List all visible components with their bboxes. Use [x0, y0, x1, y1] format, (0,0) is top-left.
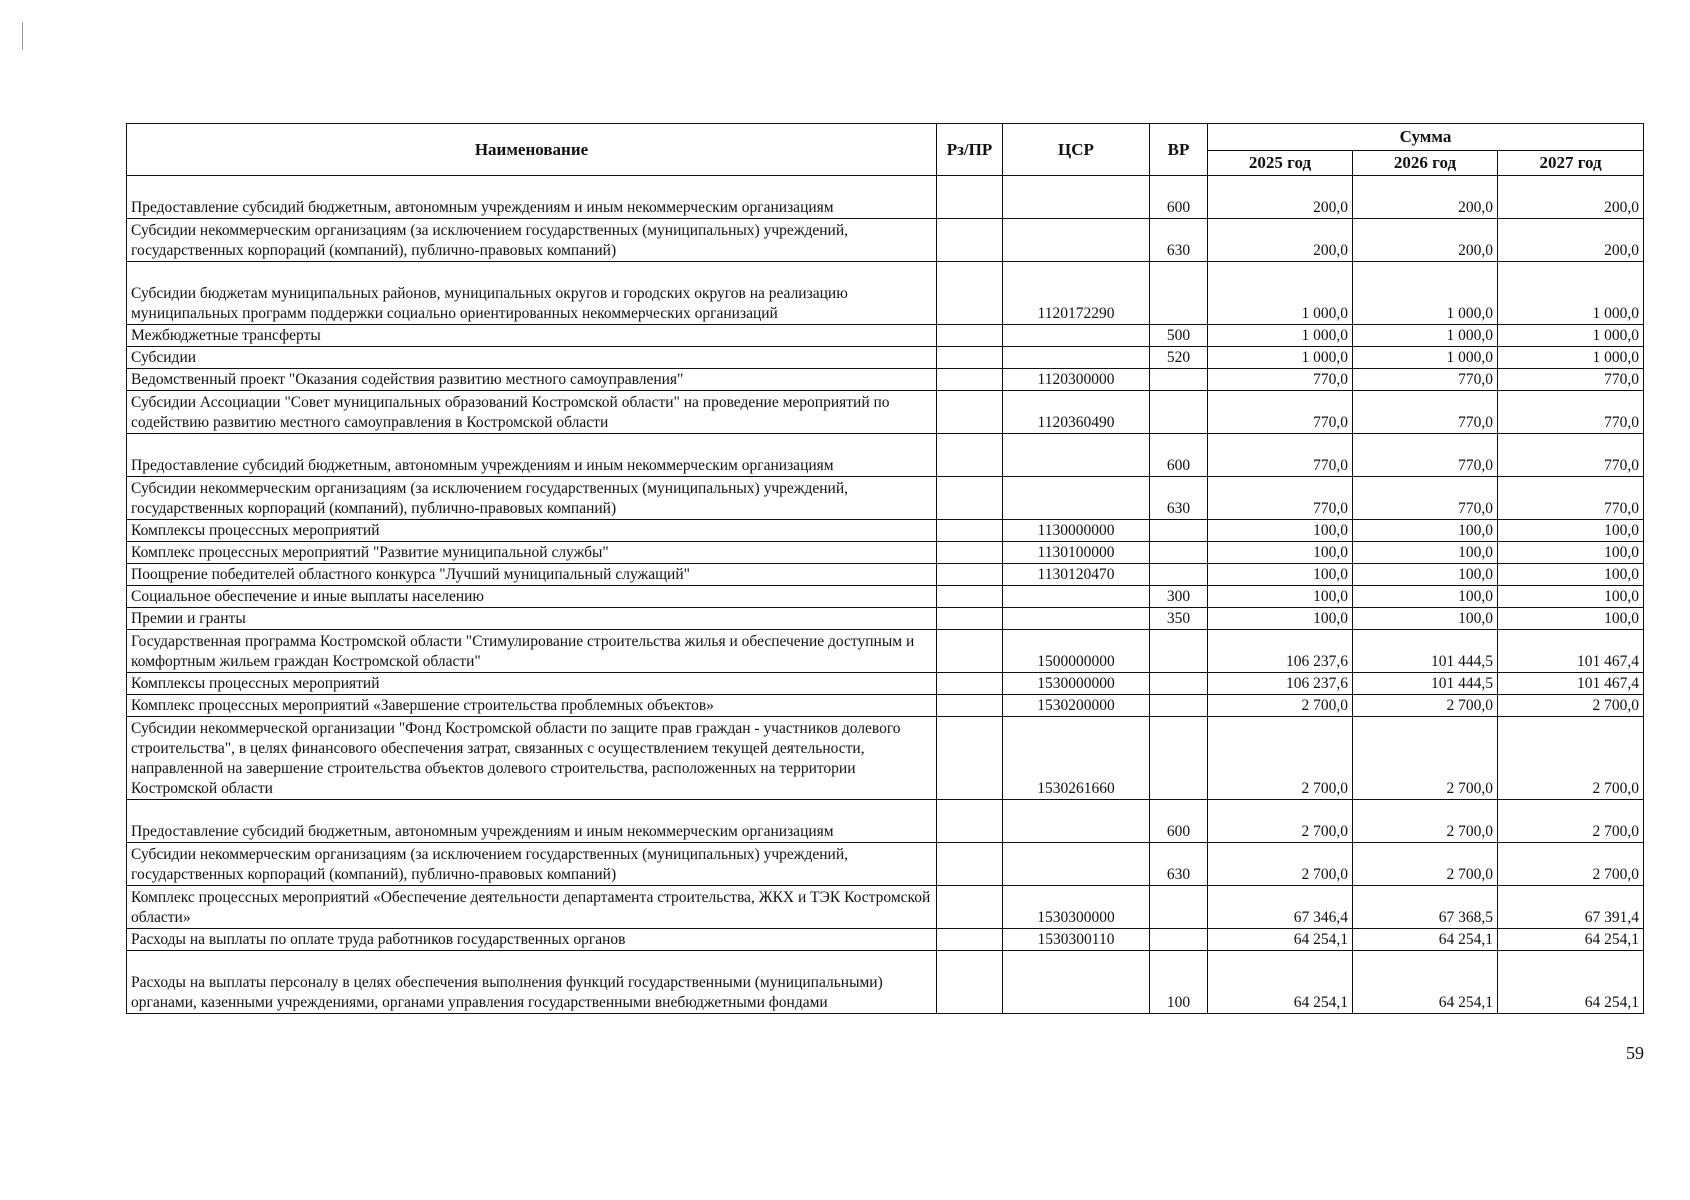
row-vr	[1150, 520, 1208, 542]
row-vr: 600	[1150, 800, 1208, 843]
row-rz-pr	[937, 717, 1003, 800]
row-csr: 1120360490	[1003, 391, 1150, 434]
row-sum-2027: 200,0	[1498, 219, 1644, 262]
row-name: Предоставление субсидий бюджетным, автономным учреждениям и иным некоммерческим организациям	[127, 800, 937, 843]
row-sum-2025: 1 000,0	[1208, 325, 1353, 347]
row-sum-2026: 1 000,0	[1353, 325, 1498, 347]
row-rz-pr	[937, 951, 1003, 1014]
row-sum-2027: 1 000,0	[1498, 262, 1644, 325]
row-vr	[1150, 391, 1208, 434]
table-row	[127, 695, 1644, 717]
row-name: Субсидии некоммерческим организациям (за исключением государственных (муниципальных) учреждений, государственных корпораций (компаний), публично-правовых компаний)	[127, 219, 937, 262]
row-rz-pr	[937, 391, 1003, 434]
page-number: 59	[1626, 1043, 1644, 1063]
row-name: Поощрение победителей областного конкурса "Лучший муниципальный служащий"	[127, 564, 937, 586]
row-name: Субсидии	[127, 347, 937, 369]
row-rz-pr	[937, 325, 1003, 347]
row-sum-2026: 100,0	[1353, 608, 1498, 630]
row-sum-2027: 100,0	[1498, 608, 1644, 630]
table-row	[127, 608, 1644, 630]
row-sum-2027: 2 700,0	[1498, 843, 1644, 886]
row-sum-2026: 64 254,1	[1353, 929, 1498, 951]
row-sum-2026: 770,0	[1353, 391, 1498, 434]
row-name: Расходы на выплаты по оплате труда работников государственных органов	[127, 929, 937, 951]
row-name: Субсидии Ассоциации "Совет муниципальных образований Костромской области" на проведение мероприятий по содействию развитию местного самоуправления в Костромской области	[127, 391, 937, 434]
row-csr	[1003, 586, 1150, 608]
table-row	[127, 176, 1644, 219]
table-row	[127, 717, 1644, 800]
row-name: Государственная программа Костромской области "Стимулирование строительства жилья и обеспечение доступным и комфортным жильем граждан Костромской области"	[127, 630, 937, 673]
row-name: Комплексы процессных мероприятий	[127, 673, 937, 695]
row-rz-pr	[937, 929, 1003, 951]
row-sum-2025: 200,0	[1208, 176, 1353, 219]
row-sum-2025: 1 000,0	[1208, 347, 1353, 369]
header-sum: Сумма	[1208, 124, 1644, 151]
row-name: Межбюджетные трансферты	[127, 325, 937, 347]
row-sum-2026: 2 700,0	[1353, 800, 1498, 843]
header-csr: ЦСР	[1003, 124, 1150, 176]
header-year-2027: 2027 год	[1498, 151, 1644, 176]
table-body	[127, 176, 1644, 1014]
table-row	[127, 929, 1644, 951]
row-vr	[1150, 369, 1208, 391]
row-csr: 1530000000	[1003, 673, 1150, 695]
row-sum-2027: 100,0	[1498, 542, 1644, 564]
row-sum-2026: 1 000,0	[1353, 262, 1498, 325]
row-sum-2025: 64 254,1	[1208, 929, 1353, 951]
row-sum-2025: 100,0	[1208, 608, 1353, 630]
row-sum-2027: 200,0	[1498, 176, 1644, 219]
row-sum-2027: 770,0	[1498, 391, 1644, 434]
row-sum-2027: 100,0	[1498, 564, 1644, 586]
table-row	[127, 434, 1644, 477]
table-row	[127, 262, 1644, 325]
row-vr	[1150, 262, 1208, 325]
row-vr	[1150, 695, 1208, 717]
header-name: Наименование	[127, 124, 937, 176]
row-rz-pr	[937, 262, 1003, 325]
row-vr	[1150, 717, 1208, 800]
row-sum-2025: 100,0	[1208, 542, 1353, 564]
row-sum-2026: 200,0	[1353, 219, 1498, 262]
row-rz-pr	[937, 586, 1003, 608]
row-sum-2027: 770,0	[1498, 434, 1644, 477]
row-sum-2025: 2 700,0	[1208, 800, 1353, 843]
row-sum-2025: 200,0	[1208, 219, 1353, 262]
row-sum-2026: 2 700,0	[1353, 717, 1498, 800]
header-vr: ВР	[1150, 124, 1208, 176]
row-csr: 1530300000	[1003, 886, 1150, 929]
table-row	[127, 391, 1644, 434]
row-rz-pr	[937, 630, 1003, 673]
row-sum-2026: 770,0	[1353, 477, 1498, 520]
row-vr: 600	[1150, 176, 1208, 219]
row-vr: 500	[1150, 325, 1208, 347]
row-csr: 1120300000	[1003, 369, 1150, 391]
row-sum-2025: 100,0	[1208, 520, 1353, 542]
row-sum-2027: 101 467,4	[1498, 673, 1644, 695]
row-rz-pr	[937, 434, 1003, 477]
row-name: Комплексы процессных мероприятий	[127, 520, 937, 542]
row-rz-pr	[937, 564, 1003, 586]
row-sum-2027: 67 391,4	[1498, 886, 1644, 929]
table-row	[127, 564, 1644, 586]
row-sum-2025: 2 700,0	[1208, 695, 1353, 717]
row-vr: 300	[1150, 586, 1208, 608]
budget-table	[126, 123, 1644, 1014]
row-sum-2027: 2 700,0	[1498, 717, 1644, 800]
row-sum-2026: 67 368,5	[1353, 886, 1498, 929]
row-name: Ведомственный проект "Оказания содействия развитию местного самоуправления"	[127, 369, 937, 391]
row-vr: 630	[1150, 219, 1208, 262]
row-csr	[1003, 843, 1150, 886]
row-sum-2026: 770,0	[1353, 434, 1498, 477]
table-row	[127, 369, 1644, 391]
row-sum-2027: 1 000,0	[1498, 347, 1644, 369]
row-csr: 1530200000	[1003, 695, 1150, 717]
row-sum-2027: 1 000,0	[1498, 325, 1644, 347]
row-name: Субсидии некоммерческим организациям (за исключением государственных (муниципальных) учреждений, государственных корпораций (компаний), публично-правовых компаний)	[127, 477, 937, 520]
row-sum-2025: 770,0	[1208, 477, 1353, 520]
table-row	[127, 520, 1644, 542]
row-sum-2026: 101 444,5	[1353, 673, 1498, 695]
row-sum-2025: 106 237,6	[1208, 673, 1353, 695]
row-vr	[1150, 929, 1208, 951]
row-name: Расходы на выплаты персоналу в целях обеспечения выполнения функций государственными (муниципальными) органами, казенными учреждениями, органами управления государственными внебюджетными фондами	[127, 951, 937, 1014]
scan-artifact-line	[22, 22, 23, 50]
row-vr: 630	[1150, 477, 1208, 520]
row-name: Субсидии бюджетам муниципальных районов, муниципальных округов и городских округов на реализацию муниципальных программ поддержки социально ориентированных некоммерческих организаций	[127, 262, 937, 325]
row-rz-pr	[937, 520, 1003, 542]
row-csr	[1003, 951, 1150, 1014]
row-vr: 520	[1150, 347, 1208, 369]
row-csr: 1130120470	[1003, 564, 1150, 586]
row-sum-2026: 200,0	[1353, 176, 1498, 219]
row-sum-2027: 2 700,0	[1498, 800, 1644, 843]
table-row	[127, 477, 1644, 520]
row-name: Премии и гранты	[127, 608, 937, 630]
row-name: Предоставление субсидий бюджетным, автономным учреждениям и иным некоммерческим организациям	[127, 176, 937, 219]
table-row	[127, 886, 1644, 929]
row-sum-2027: 770,0	[1498, 369, 1644, 391]
row-vr	[1150, 886, 1208, 929]
row-sum-2027: 64 254,1	[1498, 929, 1644, 951]
row-sum-2026: 1 000,0	[1353, 347, 1498, 369]
table-row	[127, 219, 1644, 262]
row-vr: 630	[1150, 843, 1208, 886]
row-csr	[1003, 608, 1150, 630]
row-name: Предоставление субсидий бюджетным, автономным учреждениям и иным некоммерческим организациям	[127, 434, 937, 477]
row-sum-2025: 770,0	[1208, 434, 1353, 477]
row-csr	[1003, 434, 1150, 477]
row-sum-2026: 100,0	[1353, 520, 1498, 542]
row-rz-pr	[937, 542, 1003, 564]
row-csr: 1530261660	[1003, 717, 1150, 800]
header-year-2025: 2025 год	[1208, 151, 1353, 176]
row-vr	[1150, 542, 1208, 564]
table-row	[127, 673, 1644, 695]
header-rz-pr: Рз/ПР	[937, 124, 1003, 176]
row-sum-2027: 100,0	[1498, 586, 1644, 608]
table-row	[127, 951, 1644, 1014]
table-row	[127, 542, 1644, 564]
row-sum-2026: 100,0	[1353, 586, 1498, 608]
row-rz-pr	[937, 176, 1003, 219]
row-csr	[1003, 477, 1150, 520]
table-row	[127, 325, 1644, 347]
row-sum-2027: 101 467,4	[1498, 630, 1644, 673]
row-csr: 1500000000	[1003, 630, 1150, 673]
row-csr: 1130100000	[1003, 542, 1150, 564]
row-sum-2026: 2 700,0	[1353, 695, 1498, 717]
row-sum-2025: 100,0	[1208, 586, 1353, 608]
row-name: Комплекс процессных мероприятий «Обеспечение деятельности департамента строительства, ЖКХ и ТЭК Костромской области»	[127, 886, 937, 929]
document-page	[126, 123, 1643, 1014]
row-sum-2026: 101 444,5	[1353, 630, 1498, 673]
row-vr	[1150, 564, 1208, 586]
row-name: Комплекс процессных мероприятий «Завершение строительства проблемных объектов»	[127, 695, 937, 717]
row-vr	[1150, 630, 1208, 673]
table-row	[127, 843, 1644, 886]
table-row	[127, 347, 1644, 369]
row-sum-2025: 64 254,1	[1208, 951, 1353, 1014]
row-rz-pr	[937, 347, 1003, 369]
row-csr: 1120172290	[1003, 262, 1150, 325]
row-csr	[1003, 176, 1150, 219]
row-rz-pr	[937, 219, 1003, 262]
row-sum-2025: 67 346,4	[1208, 886, 1353, 929]
row-sum-2026: 770,0	[1353, 369, 1498, 391]
row-sum-2025: 106 237,6	[1208, 630, 1353, 673]
row-sum-2026: 100,0	[1353, 564, 1498, 586]
row-sum-2025: 2 700,0	[1208, 717, 1353, 800]
row-rz-pr	[937, 673, 1003, 695]
table-row	[127, 800, 1644, 843]
row-rz-pr	[937, 369, 1003, 391]
row-sum-2026: 64 254,1	[1353, 951, 1498, 1014]
row-sum-2025: 2 700,0	[1208, 843, 1353, 886]
header-year-2026: 2026 год	[1353, 151, 1498, 176]
row-csr: 1530300110	[1003, 929, 1150, 951]
row-sum-2025: 1 000,0	[1208, 262, 1353, 325]
row-csr	[1003, 800, 1150, 843]
row-sum-2025: 100,0	[1208, 564, 1353, 586]
row-sum-2026: 100,0	[1353, 542, 1498, 564]
row-csr	[1003, 219, 1150, 262]
row-name: Субсидии некоммерческим организациям (за исключением государственных (муниципальных) учреждений, государственных корпораций (компаний), публично-правовых компаний)	[127, 843, 937, 886]
row-rz-pr	[937, 886, 1003, 929]
row-sum-2025: 770,0	[1208, 391, 1353, 434]
row-sum-2027: 2 700,0	[1498, 695, 1644, 717]
row-name: Социальное обеспечение и иные выплаты населению	[127, 586, 937, 608]
row-sum-2025: 770,0	[1208, 369, 1353, 391]
row-name: Комплекс процессных мероприятий "Развитие муниципальной службы"	[127, 542, 937, 564]
row-csr	[1003, 325, 1150, 347]
row-sum-2027: 770,0	[1498, 477, 1644, 520]
table-row	[127, 586, 1644, 608]
row-csr: 1130000000	[1003, 520, 1150, 542]
row-vr: 100	[1150, 951, 1208, 1014]
row-rz-pr	[937, 695, 1003, 717]
row-sum-2026: 2 700,0	[1353, 843, 1498, 886]
table-row	[127, 630, 1644, 673]
row-csr	[1003, 347, 1150, 369]
row-rz-pr	[937, 843, 1003, 886]
row-sum-2027: 64 254,1	[1498, 951, 1644, 1014]
row-vr: 600	[1150, 434, 1208, 477]
row-rz-pr	[937, 477, 1003, 520]
row-rz-pr	[937, 608, 1003, 630]
row-sum-2027: 100,0	[1498, 520, 1644, 542]
row-rz-pr	[937, 800, 1003, 843]
row-name: Субсидии некоммерческой организации "Фонд Костромской области по защите прав граждан - участников долевого строительства", в целях финансового обеспечения затрат, связанных с осуществлением текущей деятельности, направленной на завершение строительства объектов долевого строительства, расположенных на территории Костромской области	[127, 717, 937, 800]
row-vr	[1150, 673, 1208, 695]
row-vr: 350	[1150, 608, 1208, 630]
